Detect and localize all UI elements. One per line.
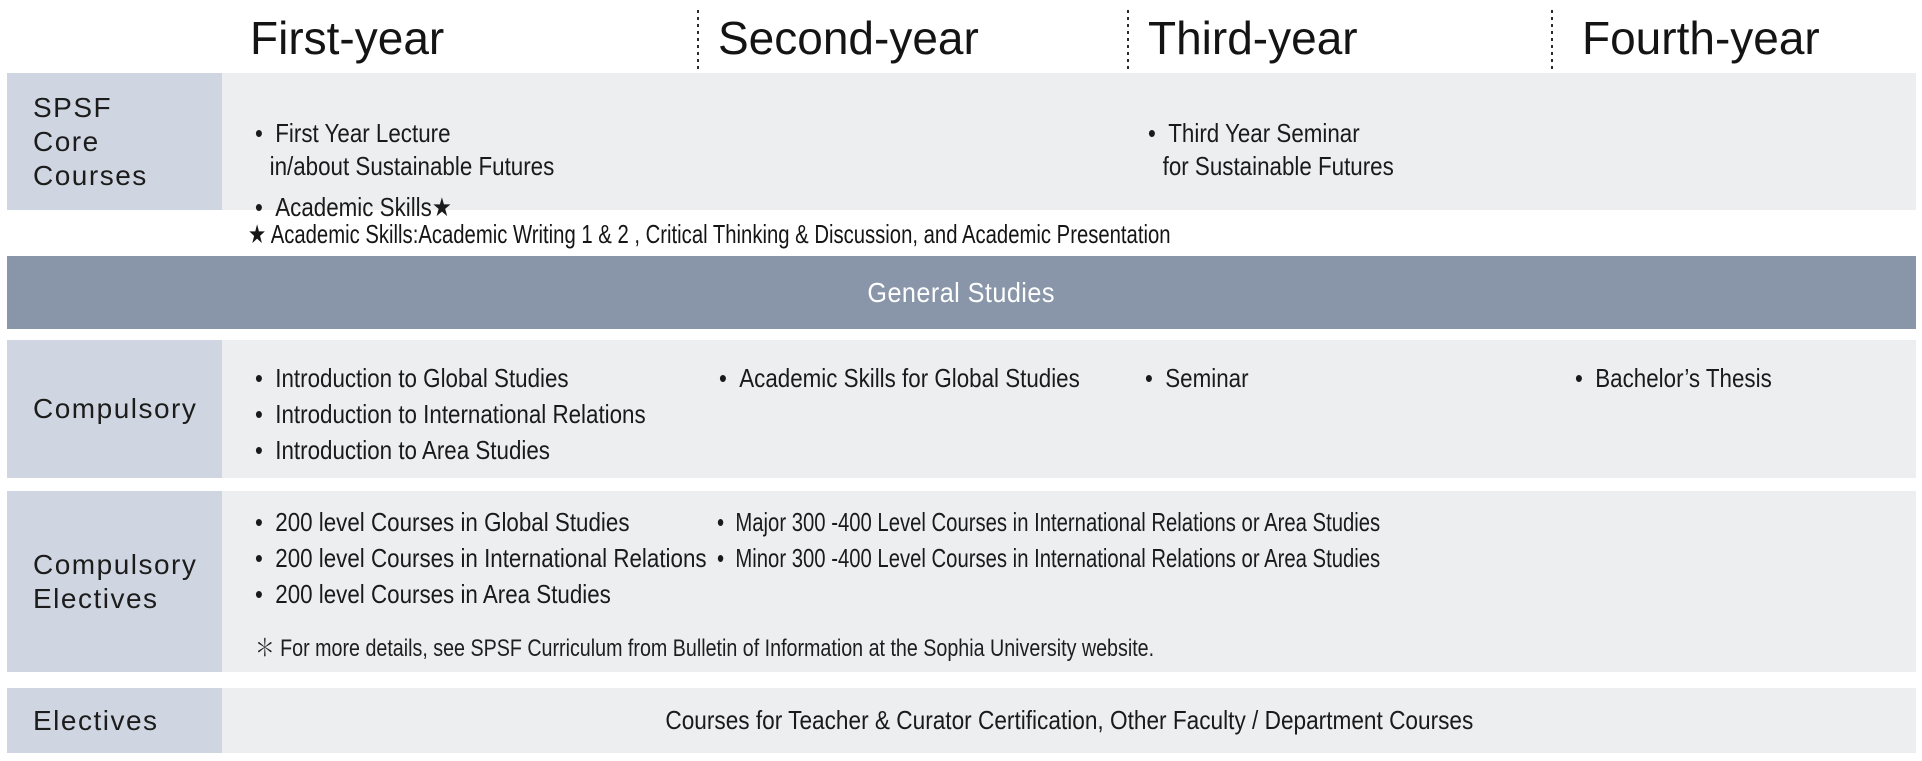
compulsory-electives-row (7, 491, 1916, 672)
course-item: • 200 level Courses in Area Studies (255, 576, 707, 612)
row-label-line: Electives (33, 704, 159, 736)
row-label-line: Core Courses (33, 125, 148, 191)
electives-content-cell (222, 688, 1916, 753)
column-header-fourth-year: Fourth-year (1582, 12, 1820, 64)
row-label-compulsory-electives (7, 491, 222, 672)
course-item: • 200 level Courses in International Relations (255, 540, 707, 576)
compulsory-row (7, 340, 1916, 478)
compulsory-electives-200-level-cell (255, 504, 780, 612)
column-header-first-year: First-year (250, 12, 445, 64)
course-item-continuation: in/about Sustainable Futures (269, 151, 555, 181)
row-label-spsf-core-courses (7, 73, 222, 210)
more-details-footnote: ＊ For more details, see SPSF Curriculum from Bulletin of Information at the Sophia University website. (255, 635, 1155, 662)
row-label-line: SPSF (33, 91, 113, 123)
row-label-line: Compulsory (33, 548, 198, 580)
general-studies-banner (7, 256, 1916, 329)
course-item: • 200 level Courses in Global Studies (255, 504, 707, 540)
general-studies-banner-label: General Studies (867, 277, 1056, 308)
course-item: • Academic Skills★ (255, 191, 554, 224)
spsf-first-year-cell (255, 117, 603, 224)
academic-skills-footnote: ★ Academic Skills:Academic Writing 1 & 2 , Critical Thinking & Discussion, and Academic Presentation (248, 219, 1171, 249)
spsf-core-courses-row (7, 73, 1916, 222)
compulsory-first-year-cell (255, 360, 709, 468)
compulsory-third-year-cell (1145, 360, 1265, 396)
electives-row (7, 688, 1916, 753)
course-item: • Seminar (1145, 360, 1249, 396)
course-item: • First Year Lecture (255, 117, 554, 150)
spacer (255, 183, 603, 191)
row-label-line: Electives (33, 582, 159, 614)
course-item: • Major 300 -400 Level Courses in International Relations or Area Studies (717, 504, 1380, 540)
row-label-electives (7, 688, 222, 753)
row-label-compulsory (7, 340, 222, 478)
course-item: • Third Year Seminar (1148, 117, 1394, 150)
compulsory-electives-300-400-level-cell (717, 504, 1567, 576)
course-item: • Introduction to Global Studies (255, 360, 646, 396)
course-item: • Academic Skills for Global Studies (719, 360, 1080, 396)
spsf-third-year-cell (1148, 117, 1434, 183)
compulsory-fourth-year-cell (1575, 360, 1804, 396)
course-item: • Minor 300 -400 Level Courses in International Relations or Area Studies (717, 540, 1380, 576)
course-item: • Bachelor’s Thesis (1575, 360, 1772, 396)
compulsory-second-year-cell (719, 360, 1139, 396)
course-item: • Introduction to Area Studies (255, 432, 646, 468)
column-header-third-year: Third-year (1148, 12, 1358, 64)
course-item-continuation: for Sustainable Futures (1162, 151, 1394, 181)
column-header-second-year: Second-year (718, 12, 979, 64)
course-item: Courses for Teacher & Curator Certification, Other Faculty / Department Courses (665, 705, 1473, 735)
course-item: • Introduction to International Relations (255, 396, 646, 432)
row-label-line: Compulsory (33, 393, 198, 424)
